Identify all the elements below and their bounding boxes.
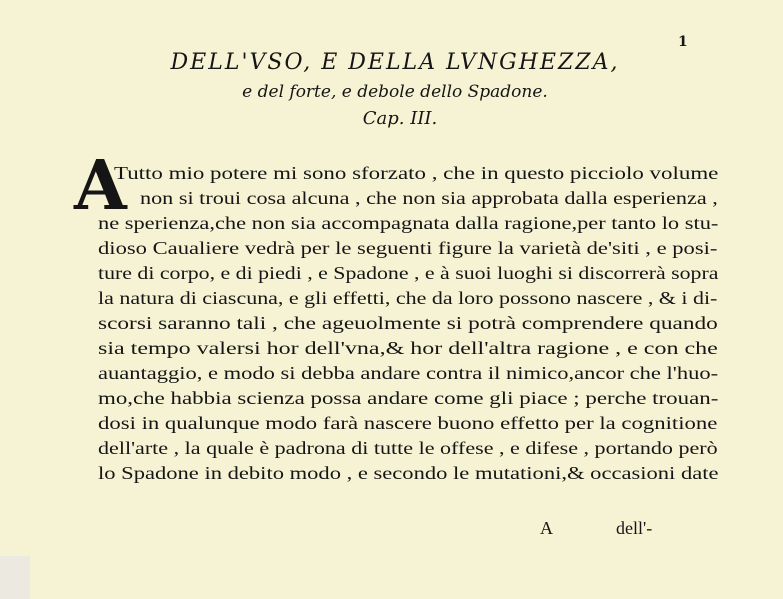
text-line-13: lo Spadone in debito modo , e secondo le mutationi,& occasioni date <box>98 463 719 483</box>
text-line-11: dosi in qualunque modo farà nascere buono effetto per la cognitione <box>98 413 718 433</box>
text-line-8: sia tempo valersi hor dell'vna,& hor dell'altra ragione , e con che <box>98 338 718 358</box>
chapter-number: Cap. III. <box>362 108 438 129</box>
page-edge-shadow <box>0 556 30 599</box>
text-line-5: ture di corpo, e di piedi , e Spadone , e à suoi luoghi si discorrerà sopra <box>98 263 719 283</box>
text-line-4: dioso Caualiere vedrà per le seguenti figure la varietà de'siti , e posi- <box>98 238 718 258</box>
text-line-3: ne sperienza,che non sia accompagnata dalla ragione,per tanto lo stu- <box>98 213 719 233</box>
text-line-12: dell'arte , la quale è padrona di tutte le offese , e difese , portando però <box>98 438 718 458</box>
text-line-10: mo,che habbia scienza possa andare come gli piace ; perche trouan- <box>98 388 719 408</box>
text-line-9: auantaggio, e modo si debba andare contra il nimico,ancor che l'huo- <box>98 363 719 383</box>
text-line-1: Tutto mio potere mi sono sforzato , che in questo picciolo volume <box>114 163 719 183</box>
drop-cap: A <box>74 146 127 226</box>
text-line-6: la natura di ciascuna, e gli effetti, che da loro possono nascere , & i di- <box>98 288 718 308</box>
chapter-subtitle: e del forte, e debole dello Spadone. <box>242 82 548 102</box>
page-number: 1 <box>678 34 688 50</box>
chapter-title: DELL'VSO, E DELLA LVNGHEZZA, <box>170 50 620 75</box>
catchword: dell'- <box>616 518 653 538</box>
text-line-7: scorsi saranno tali , che ageuolmente si potrà comprendere quando <box>98 313 718 333</box>
text-line-2: non si troui cosa alcuna , che non sia approbata dalla esperienza , <box>140 188 718 208</box>
signature-mark: A <box>540 518 553 538</box>
